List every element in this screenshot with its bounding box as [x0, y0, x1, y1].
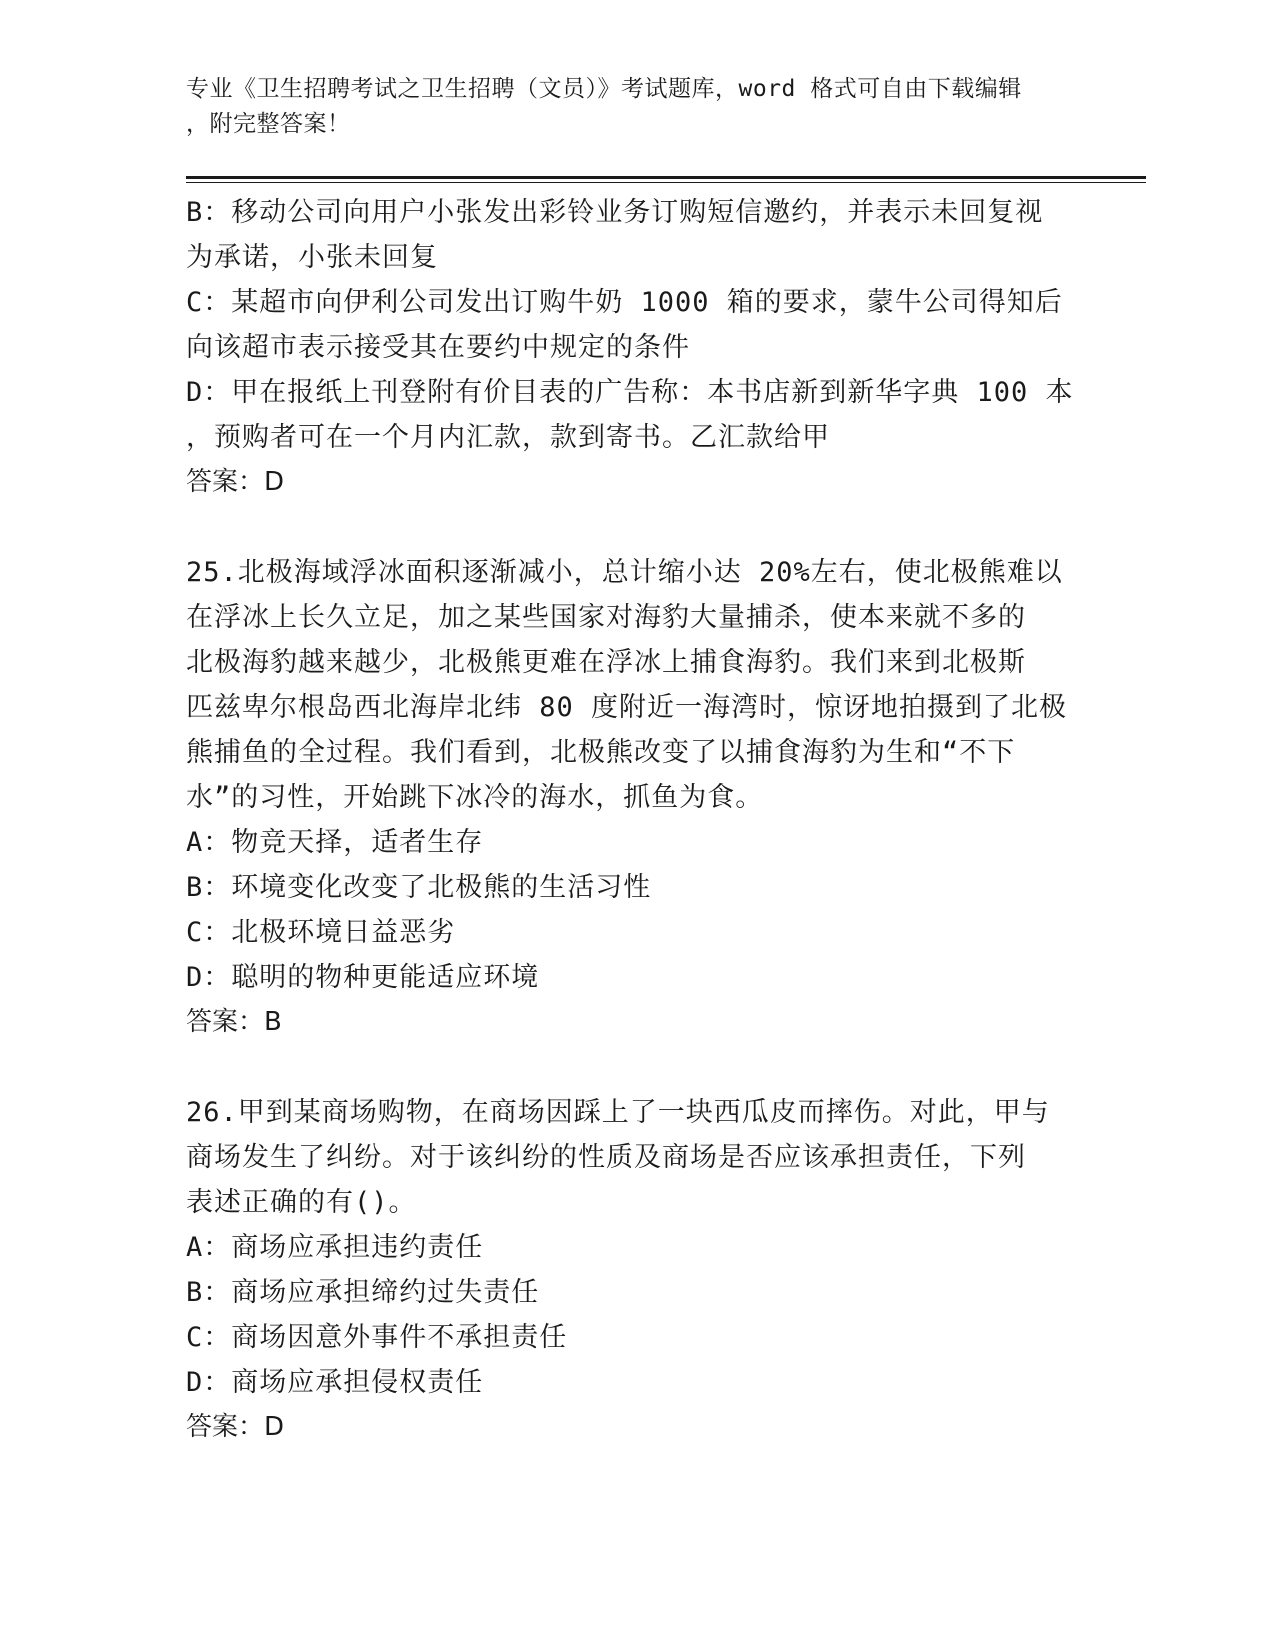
answer-label: 答案：B [186, 1007, 282, 1037]
stem-line: 在浮冰上长久立足，加之某些国家对海豹大量捕杀，使本来就不多的 [186, 602, 1026, 633]
option-c [186, 280, 1086, 370]
header-line-1: 专业《卫生招聘考试之卫生招聘（文员）》考试题库，word 格式可自由下载编辑 [186, 76, 1022, 102]
option-text-line: B：移动公司向用户小张发出彩铃业务订购短信邀约，并表示未回复视 [186, 197, 1044, 228]
stem-line: 25.北极海域浮冰面积逐渐减小，总计缩小达 20%左右，使北极熊难以 [186, 557, 1063, 588]
document-body [186, 190, 1086, 1450]
option-text-line: 为承诺，小张未回复 [186, 242, 438, 273]
option-a: A：商场应承担违约责任 [186, 1232, 484, 1263]
option-b [186, 190, 1086, 280]
option-text-line: C：某超市向伊利公司发出订购牛奶 1000 箱的要求，蒙牛公司得知后 [186, 287, 1063, 318]
question-26 [186, 1090, 1086, 1450]
question-25 [186, 550, 1086, 1045]
page-header [186, 72, 1066, 142]
option-d: D：商场应承担侵权责任 [186, 1367, 484, 1398]
option-b: B：商场应承担缔约过失责任 [186, 1277, 540, 1308]
stem-line: 熊捕鱼的全过程。我们看到，北极熊改变了以捕食海豹为生和“不下 [186, 737, 1016, 768]
option-c: C：北极环境日益恶劣 [186, 917, 456, 948]
header-line-2: ，附完整答案！ [186, 111, 351, 137]
spacer [186, 1045, 1086, 1090]
header-divider-thin [186, 182, 1146, 183]
header-divider-thick [186, 176, 1146, 179]
question-stem [186, 550, 1086, 820]
option-text-line: D：甲在报纸上刊登附有价目表的广告称：本书店新到新华字典 100 本 [186, 377, 1074, 408]
option-d: D：聪明的物种更能适应环境 [186, 962, 540, 993]
stem-line: 商场发生了纠纷。对于该纠纷的性质及商场是否应该承担责任，下列 [186, 1142, 1026, 1173]
option-c: C：商场因意外事件不承担责任 [186, 1322, 568, 1353]
question-stem [186, 1090, 1086, 1225]
stem-line: 表述正确的有()。 [186, 1187, 417, 1218]
option-text-line: 向该超市表示接受其在要约中规定的条件 [186, 332, 690, 363]
stem-line: 匹兹卑尔根岛西北海岸北纬 80 度附近一海湾时，惊讶地拍摄到了北极 [186, 692, 1068, 723]
stem-line: 26.甲到某商场购物，在商场因踩上了一块西瓜皮而摔伤。对此，甲与 [186, 1097, 1050, 1128]
answer-label: 答案：D [186, 1412, 285, 1442]
question-24-tail [186, 190, 1086, 505]
answer-label: 答案：D [186, 467, 285, 497]
stem-line: 北极海豹越来越少，北极熊更难在浮冰上捕食海豹。我们来到北极斯 [186, 647, 1026, 678]
option-text-line: ，预购者可在一个月内汇款，款到寄书。乙汇款给甲 [186, 422, 830, 453]
stem-line: 水”的习性，开始跳下冰冷的海水，抓鱼为食。 [186, 782, 764, 813]
spacer [186, 505, 1086, 550]
option-d [186, 370, 1086, 460]
option-b: B：环境变化改变了北极熊的生活习性 [186, 872, 652, 903]
option-a: A：物竞天择，适者生存 [186, 827, 484, 858]
